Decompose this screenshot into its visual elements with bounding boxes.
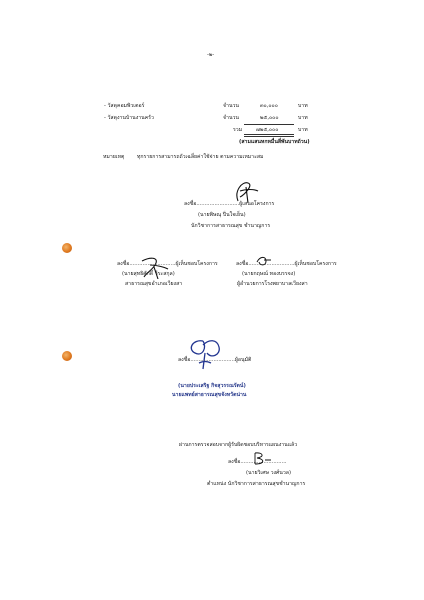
punch-hole-icon (62, 351, 72, 361)
role: ผู้เห็นชอบโครงการ (294, 261, 337, 267)
sign-word: ลงชื่อ (178, 357, 191, 363)
sign-word: ลงชื่อ (117, 261, 130, 267)
reviewer-right-name: (นายกฤษณ์ ทองบรรจง) (242, 271, 296, 277)
total-words: (สามแสนหกหมื่นสี่พันบาทถ้วน) (239, 139, 310, 145)
reviewer-left-position: สาธารณสุขอำเภอเวียงสา (125, 281, 183, 287)
approver-signature (181, 331, 227, 373)
total-prefix: รวม (233, 127, 243, 133)
approver-stamp-name: (นายประเสริฐ กิจสุวรรณรัตน์) (178, 383, 246, 389)
role: ผู้เสนอโครงการ (239, 201, 275, 207)
budget-row-label: - วัสดุคอมพิวเตอร์ (104, 103, 145, 109)
budget-row-unit: บาท (298, 115, 308, 121)
note-label: หมายเหตุ (103, 154, 125, 160)
proposer-sign-label: ลงชื่อ..........................ผู้เสนอโครงการ (184, 201, 275, 207)
proposer-name: (นายพิษณุ ปิ่นใจเย็น) (198, 212, 246, 218)
sign-word: ลงชื่อ (228, 459, 241, 465)
page-number: -๒- (207, 52, 215, 58)
reviewer-right-position: ผู้อำนวยการโรงพยาบาลเวียงสา (237, 281, 308, 287)
total-unit: บาท (298, 127, 308, 133)
checker-intro: ผ่านการตรวจสอบจากผู้รับผิดชอบบริหารแผนงานแล้ว (179, 442, 298, 448)
total-divider (244, 124, 294, 125)
reviewer-left-name: (นายสุทธิศักดิ์ วีระสกุล) (122, 271, 175, 277)
approver-stamp-position: นายแพทย์สาธารณสุขจังหวัดน่าน (172, 392, 247, 398)
role: ผู้อนุมัติ (234, 357, 252, 363)
budget-row-unit: บาท (298, 103, 308, 109)
note-text: ทุกรายการสามารถถัวเฉลี่ยค่าใช้จ่าย ตามความเหมาะสม (137, 154, 264, 160)
checker-position: ตำแหน่ง นักวิชาการสาธารณสุขชำนาญการ (207, 481, 306, 487)
reviewer-left-sign-label: ลงชื่อ............................ผู้เห็นชอบโครงการ (117, 261, 218, 267)
total-double-underline (244, 134, 294, 137)
checker-name: (นายวิเศษ วงศ์นวล) (246, 470, 291, 476)
reviewer-right-sign-label: ลงชื่อ............................ผู้เห็นชอบโครงการ (236, 261, 337, 267)
checker-sign-label: ลงชื่อ............................ (228, 459, 287, 465)
budget-row-prefix: จำนวน (223, 115, 239, 121)
sign-word: ลงชื่อ (184, 201, 197, 207)
budget-row-amount: ๓๐,๐๐๐ (260, 103, 278, 109)
sign-word: ลงชื่อ (236, 261, 249, 267)
proposer-position: นักวิชาการสาธารณสุข ชำนาญการ (191, 223, 271, 229)
role: ผู้เห็นชอบโครงการ (175, 261, 218, 267)
budget-row-amount: ๒๕,๐๐๐ (260, 115, 279, 121)
approver-sign-label: ลงชื่อ...........................ผู้อนุมัติ (178, 357, 252, 363)
budget-row-prefix: จำนวน (223, 103, 239, 109)
budget-row-label: - วัสดุงานบ้านงานครัว (104, 115, 154, 121)
punch-hole-icon (62, 243, 72, 253)
total-amount: ๗๒๕,๐๐๐ (256, 127, 279, 133)
